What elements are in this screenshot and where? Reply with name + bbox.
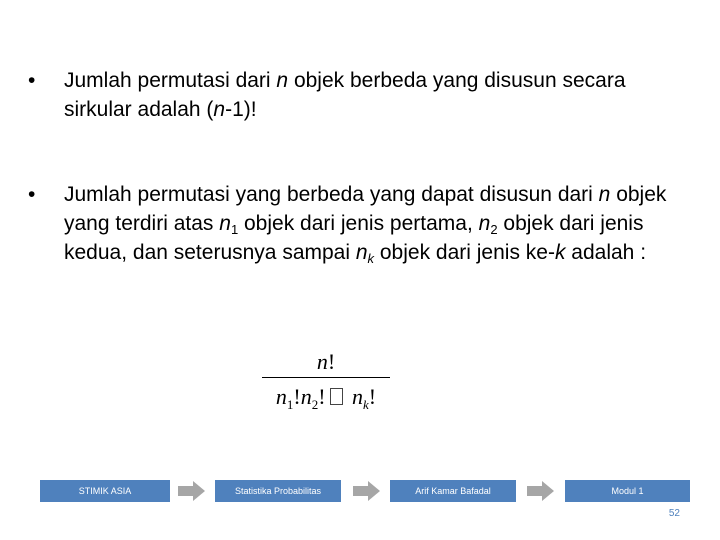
permutation-formula — [262, 348, 390, 412]
footer-step-author: Arif Kamar Bafadal — [390, 480, 516, 502]
bullet-1-text: Jumlah permutasi dari n objek berbeda yang disusun secara sirkular adalah (n-1)! — [64, 69, 626, 121]
page-number: 52 — [668, 508, 680, 519]
footer-step-course: Statistika Probabilitas — [215, 480, 341, 502]
bullet-2 — [28, 180, 688, 267]
arrow-right-icon — [353, 480, 381, 502]
arrow-right-icon — [178, 480, 206, 502]
footer-step-institution: STIMIK ASIA — [40, 480, 170, 502]
bullet-2-marker: • — [28, 183, 36, 206]
footer-step-module: Modul 1 — [565, 480, 690, 502]
formula-denominator: $n_1!n_2$! $n_k$! — [275, 384, 377, 412]
bullet-1 — [28, 66, 688, 124]
missing-glyph-icon — [330, 388, 343, 405]
arrow-right-icon — [527, 480, 555, 502]
footer-process-bar — [0, 480, 720, 502]
formula-numerator: n! — [316, 349, 336, 374]
fraction-bar — [262, 377, 390, 378]
bullet-2-text: Jumlah permutasi yang berbeda yang dapat disusun dari n objek yang terdiri atas $n_1$ objek dari jenis pertama, $n_2$ objek dari jenis kedua, dan seterusnya sampai $n_k$ objek dari jenis ke-k adalah : — [64, 183, 667, 266]
bullet-1-marker: • — [28, 69, 36, 92]
